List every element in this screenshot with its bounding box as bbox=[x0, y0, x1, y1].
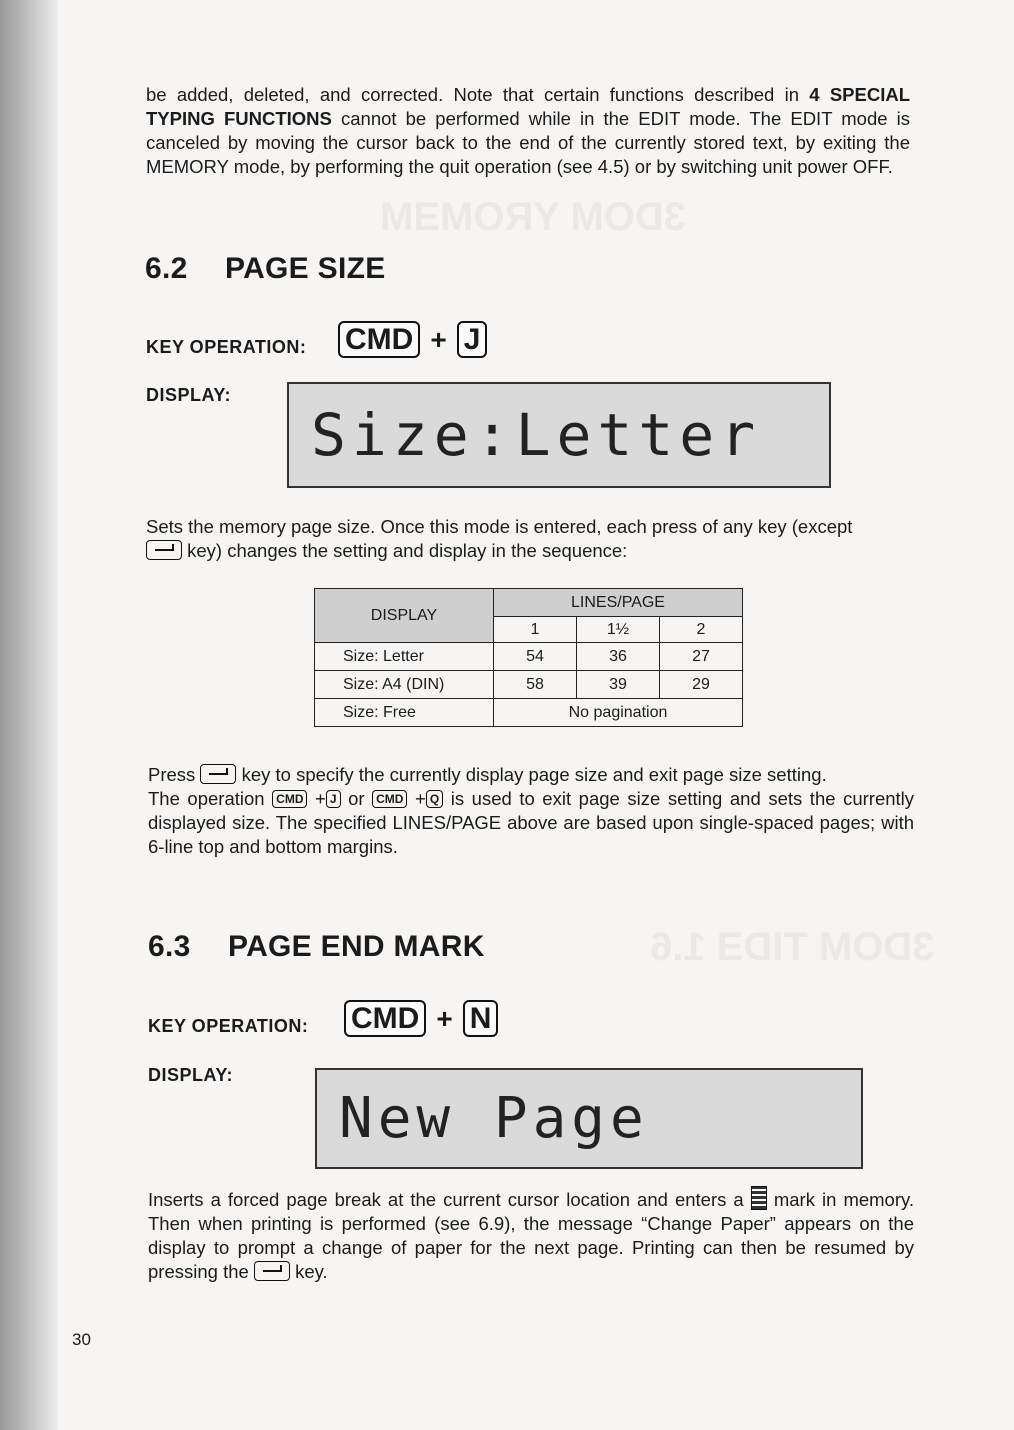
cmd-key-small: CMD bbox=[272, 790, 307, 808]
intro-paragraph bbox=[146, 83, 910, 179]
key-operation-keys bbox=[338, 321, 487, 358]
lcd-display-new-page bbox=[315, 1068, 863, 1169]
intro-text-1: be added, deleted, and corrected. Note that certain functions described in bbox=[146, 84, 810, 105]
para-text: mark in memory. Then when printing is performed (see 6.9), the message “Change Paper” appears on the display to prompt a change of paper for the next page. Printing can then be resumed by pressing the bbox=[148, 1189, 915, 1282]
key-operation-keys bbox=[344, 1000, 498, 1037]
para-text: The operation bbox=[148, 788, 265, 809]
para-text: is used to exit page size setting and sets the bbox=[450, 788, 836, 809]
return-key-icon bbox=[254, 1261, 290, 1281]
display-label: DISPLAY: bbox=[146, 385, 232, 405]
intro-text-2: cannot be performed while in the EDIT mode. The EDIT mode is canceled by moving the cursor back to the end of the currently stored text, by exiting the MEMORY mode, by performing the quit operation (see 4.5) or by switching unit power OFF. bbox=[146, 108, 911, 177]
para-text: Sets the memory page size. Once this mode is entered, each press of any key (except bbox=[146, 516, 853, 537]
para-text: key. bbox=[295, 1261, 328, 1282]
table-cell: 58 bbox=[494, 671, 577, 699]
j-key-small: J bbox=[326, 790, 341, 808]
table-cell: Size: A4 (DIN) bbox=[315, 671, 494, 699]
key-operation-label: KEY OPERATION: bbox=[148, 1016, 309, 1036]
show-through-ghost: 3DOM YROMƎM bbox=[380, 195, 686, 239]
table-cell: 54 bbox=[494, 643, 577, 671]
cmd-key-small: CMD bbox=[372, 790, 407, 808]
lcd-display-size bbox=[287, 382, 831, 488]
section-6-3-heading bbox=[148, 930, 485, 964]
plus-sign: + bbox=[430, 324, 447, 355]
table-subheader: 1½ bbox=[577, 617, 660, 643]
table-cell: 27 bbox=[660, 643, 743, 671]
section-title: PAGE SIZE bbox=[225, 252, 386, 285]
n-key: N bbox=[463, 1000, 499, 1037]
table-cell: Size: Letter bbox=[315, 643, 494, 671]
return-key-icon bbox=[200, 764, 236, 784]
cmd-key: CMD bbox=[338, 321, 420, 358]
para-text: Press bbox=[148, 764, 196, 785]
display-label: DISPLAY: bbox=[148, 1065, 234, 1085]
return-key-icon bbox=[146, 540, 182, 560]
section-title: PAGE END MARK bbox=[228, 930, 485, 963]
section-number: 6.2 bbox=[145, 252, 188, 285]
table-header-lines: LINES/PAGE bbox=[494, 589, 743, 617]
para-text: key to specify the currently display page size and exit page size setting. bbox=[241, 764, 827, 785]
table-cell: Size: Free bbox=[315, 699, 494, 727]
or-text: or bbox=[348, 788, 365, 809]
key-operation-label: KEY OPERATION: bbox=[146, 337, 307, 357]
page-binding-shadow bbox=[0, 0, 58, 1430]
page-number: 30 bbox=[72, 1330, 91, 1349]
table-cell: 29 bbox=[660, 671, 743, 699]
cmd-key: CMD bbox=[344, 1000, 426, 1037]
table-subheader: 1 bbox=[494, 617, 577, 643]
table-header-display: DISPLAY bbox=[315, 589, 494, 643]
lcd-text: New Page bbox=[339, 1086, 649, 1151]
page-size-paragraph-2: Press key to specify the currently display page size and exit page size setting. The operation CMD + J or CMD + Q is used to exit page size setting and sets the currently displayed size. The specified LINES/PAGE above are based upon single-spaced pages; with 6-line top and bottom margins. bbox=[148, 764, 915, 857]
para-text: currently displayed size. The specified LINES/PAGE above are based upon single-spaced pages; with 6-line top and bottom margins. bbox=[148, 788, 915, 857]
table-cell: No pagination bbox=[494, 699, 743, 727]
plus-sign: + bbox=[436, 1003, 453, 1034]
page-size-paragraph-1 bbox=[146, 515, 912, 563]
section-6-2-heading bbox=[145, 252, 386, 286]
page-end-paragraph bbox=[148, 1186, 914, 1284]
table-row bbox=[315, 671, 743, 699]
table-cell: 39 bbox=[577, 671, 660, 699]
q-key-small: Q bbox=[426, 790, 443, 808]
section-number: 6.3 bbox=[148, 930, 191, 963]
table-cell: 36 bbox=[577, 643, 660, 671]
table-row bbox=[315, 699, 743, 727]
lcd-text: Size:Letter bbox=[311, 401, 762, 469]
j-key: J bbox=[457, 321, 488, 358]
show-through-ghost: 3DOM TIDƎ 1.6 bbox=[650, 925, 935, 969]
intro-bold-ref: 4 SPECIAL TYPING FUNCTIONS bbox=[146, 84, 911, 129]
para-text: Inserts a forced page break at the current cursor location and enters a bbox=[148, 1189, 744, 1210]
page-size-table bbox=[314, 588, 743, 727]
table-row bbox=[315, 643, 743, 671]
page-end-mark-icon bbox=[751, 1186, 767, 1210]
table-subheader: 2 bbox=[660, 617, 743, 643]
para-text: key) changes the setting and display in the sequence: bbox=[187, 540, 628, 561]
